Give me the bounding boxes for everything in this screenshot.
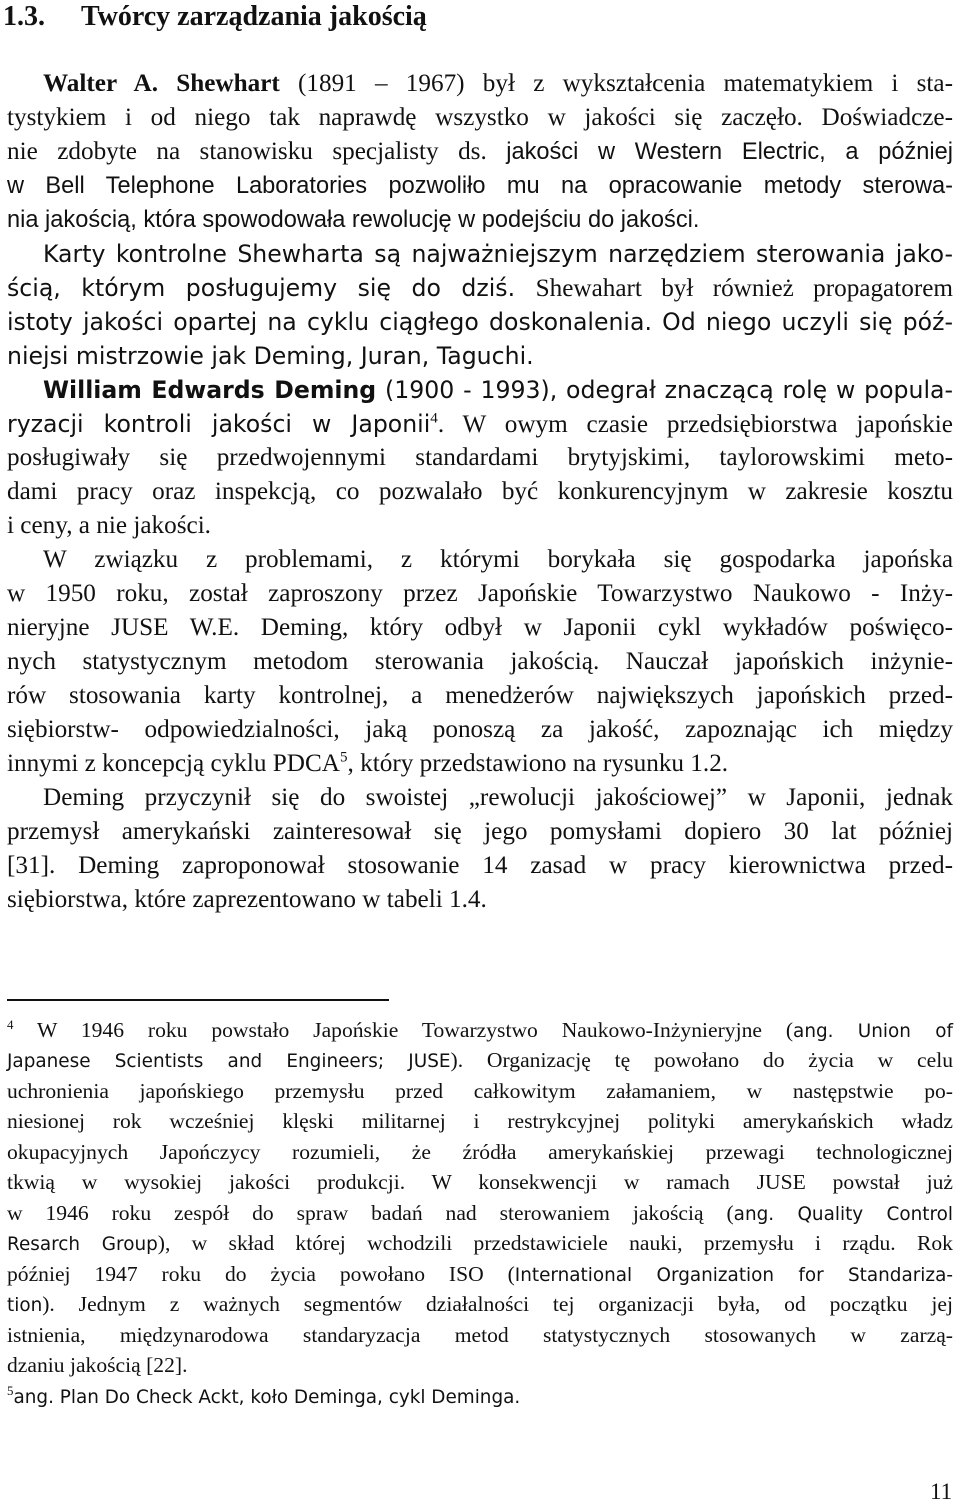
footnote-ref-5: 5 [339, 749, 348, 766]
footnote-4-line: później 1947 roku do życia powołano ISO (International Organization for Standariza- [7, 1262, 953, 1286]
para3-line: w 1950 roku, został zaproszony przez Japońskie Towarzystwo Naukowo - Inży- [7, 580, 953, 607]
footnote-4-line: tkwią w wysokiej jakości produkcji. W konsekwencji w ramach JUSE powstał już [7, 1170, 953, 1194]
para2-line: William Edwards Deming (1900 - 1993), odegrał znaczącą rolę w popula- [43, 376, 953, 404]
footnote-4-line: dzaniu jakością [22]. [7, 1353, 188, 1377]
para3-line: nieryjne JUSE W.E. Deming, który odbył w Japonii cykl wykładów poświęco- [7, 614, 953, 641]
para1-line: Karty kontrolne Shewharta są najważniejszym narzędziem sterowania jako- [43, 240, 953, 268]
para1-line: ścią, którym posługujemy się do dziś. Shewahart był również propagatorem [7, 274, 953, 302]
para4-line: [31]. Deming zaproponował stosowanie 14 zasad w pracy kierownictwa przed- [7, 852, 953, 879]
para4-line: siębiorstwa, które zaprezentowano w tabeli 1.4. [7, 886, 487, 913]
footnote-ref-4: 4 [430, 410, 438, 427]
footnote-4-line: uchronienia japońskiego przemysłu przed całkowitym załamaniem, w następstwie po- [7, 1079, 953, 1103]
para4-line: przemysł amerykański zainteresował się jego pomysłami dopiero 30 lat później [7, 818, 953, 845]
footnote-4-line: Japanese Scientists and Engineers; JUSE). Organizację tę powołano do życia w celu [7, 1048, 954, 1072]
para4-line: Deming przyczynił się do swoistej „rewolucji jakościowej” w Japonii, jednak [43, 784, 953, 811]
para1-line: nia jakością, która spowodowała rewolucję w podejściu do jakości. [7, 207, 700, 233]
section-title: Twórcy zarządzania jakością [81, 1, 427, 32]
footnote-4-line: niesionej rok wcześniej klęski militarnej i restrykcyjnej polityki amerykańskich władz [7, 1109, 953, 1133]
footnote-4-line: tion). Jednym z ważnych segmentów działalności tej organizacji była, od początku jej [7, 1292, 953, 1316]
para2-line: ryzacji kontroli jakości w Japonii$^4$. W owym czasie przedsiębiorstwa japońskie [7, 410, 953, 438]
footnote-4-line: Resarch Group), w skład której wchodzili przedstawiciele nauki, przemysłu i rządu. Rok [7, 1231, 953, 1255]
para1-line: nie zdobyte na stanowisku specjalisty ds. jakości w Western Electric, a później [7, 138, 953, 165]
footnote-5-line: $^5$ang. Plan Do Check Ackt, koło Deminga, cykl Deminga. [7, 1382, 521, 1408]
person-name-shewhart: Walter A. Shewhart [43, 70, 280, 97]
para3-line: siębiorstw- odpowiedzialności, jaką ponoszą za jakość, zapoznając ich między [7, 716, 953, 743]
footnote-4-line: okupacyjnych Japończycy rozumieli, że źródła amerykańskiej przewagi technologicznej [7, 1140, 953, 1164]
para3-line: W związku z problemami, z którymi borykała się gospodarka japońska [43, 546, 953, 573]
para2-line: dami pracy oraz inspekcją, co pozwalało być konkurencyjnym w zakresie kosztu [7, 478, 953, 505]
page-number: 11 [930, 1479, 953, 1504]
footnote-separator [7, 999, 389, 1001]
footnote-4-line: istnienia, międzynarodowa standaryzacja metod statystycznych stosowanych w zarzą- [7, 1323, 953, 1347]
para1-line: Walter A. Shewhart (1891 – 1967) był z wykształcenia matematykiem i sta- [43, 70, 953, 97]
para3-line: rów stosowania karty kontrolnej, a menedżerów największych japońskich przed- [7, 682, 953, 709]
footnote-4-line: $^4$ W 1946 roku powstało Japońskie Towarzystwo Naukowo-Inżynieryjne (ang. Union of [7, 1016, 953, 1042]
footnote-4-line: w 1946 roku zespół do spraw badań nad sterowaniem jakością (ang. Quality Control [7, 1201, 953, 1225]
person-name-deming: William Edwards Deming [43, 376, 377, 404]
footnote-marker-4: 4 [7, 1016, 14, 1032]
para1-line: istoty jakości opartej na cyklu ciągłego doskonalenia. Od niego uczyli się póź- [7, 308, 953, 336]
para3-line: nych statystycznym metodom sterowania jakością. Naucza​ł japońskich inżynie- [7, 648, 953, 675]
para1-line: w Bell Telephone Laboratories pozwoliło mu na opracowanie metody sterowa- [7, 173, 953, 199]
para2-line: i ceny, a nie jakości. [7, 512, 211, 539]
para2-line: posługiwały się przedwojennymi standardami brytyjskimi, taylorowskimi meto- [7, 444, 953, 471]
para1-line: tystykiem i od niego tak naprawdę wszystko w jakości się zaczęło. Doświadcze- [7, 104, 953, 131]
section-number: 1.3. [3, 1, 45, 32]
footnote-marker-5: 5 [7, 1382, 14, 1398]
para1-line: niejsi mistrzowie jak Deming, Juran, Taguchi. [7, 342, 534, 370]
para3-line: innymi z koncepcją cyklu PDCA$^5$, który przedstawiono na rysunku 1.2. [7, 749, 729, 777]
section-heading [3, 0, 427, 34]
